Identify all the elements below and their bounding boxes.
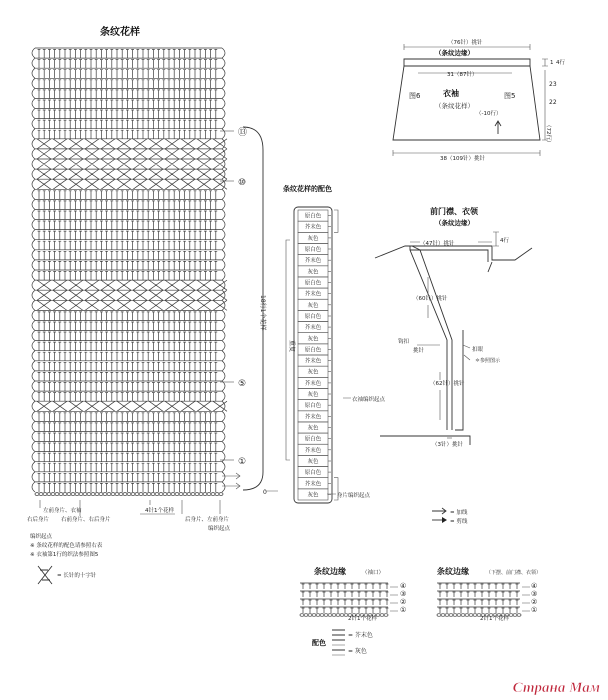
edge-right-row-3: ③ — [531, 590, 538, 598]
color-cell-label: 原白色 — [304, 247, 322, 253]
edge-right-subtitle: （下摆、前门襟、衣领） — [486, 570, 542, 576]
color-cell-label: 芥末色 — [304, 447, 322, 454]
stripe-pattern-title: 条纹花样 — [100, 27, 140, 38]
buttonhole-label: 扣眼 — [472, 347, 484, 353]
label-back-left: 后身片、左前身片 — [185, 517, 230, 523]
buttonhole-note: ＊参照图示 — [475, 358, 501, 364]
sleeve-top-band: （条纹边缘） — [435, 49, 474, 57]
repeat-label: 18行1个花样 — [259, 295, 266, 331]
color-key-title: 配色 — [312, 639, 326, 647]
color-cell-label: 芥末色 — [304, 325, 322, 332]
note-sleeve: ※ 衣袖第1行的织法参照图5 — [30, 552, 99, 558]
label-back: 右后身片 — [27, 517, 50, 523]
svg-text:①: ① — [238, 457, 247, 467]
color-cell-label: 芥末色 — [304, 380, 322, 387]
edge-row-arrows — [390, 587, 398, 611]
sleeve-inc-label: （-10行） — [476, 111, 502, 117]
watermark: Страна Мам — [512, 680, 600, 696]
color-cell-label: 灰色 — [307, 425, 319, 432]
sleeve-start-label: 衣袖编织起点 — [352, 397, 386, 403]
color-cell-label: 原白色 — [304, 470, 322, 477]
edge-left-title: 条纹边缘 — [314, 567, 346, 576]
edge-right-section — [437, 566, 541, 622]
color-cell-label: 芥末色 — [304, 224, 322, 231]
stitch-chart — [32, 48, 227, 495]
color-key-gray: = 灰色 — [348, 648, 367, 655]
edge-left-subtitle: （袖口） — [362, 570, 385, 576]
placket-button-label: 钩扣 — [398, 339, 410, 345]
label-right-front: 右前身片、右后身片 — [61, 517, 111, 523]
chart-stitches — [32, 48, 227, 492]
svg-text:⑩: ⑩ — [238, 178, 247, 188]
color-cell-label: 原白色 — [304, 403, 322, 410]
edge-row-arrows — [522, 587, 530, 611]
color-cell-label: 灰色 — [307, 336, 319, 343]
placket-right-dim: 4行 — [500, 238, 509, 244]
zero-label: 0 — [263, 489, 267, 496]
sleeve-section — [393, 38, 565, 162]
sleeve-left-figure: 图6 — [409, 92, 421, 100]
edge-left-row-3: ③ — [400, 590, 407, 598]
placket-title: 前门襟、衣领 — [430, 207, 478, 216]
stripe-pattern-section — [27, 25, 267, 584]
body-start-label: 身片编织起点 — [337, 493, 371, 499]
legend-cross-text: = 长针的十字针 — [57, 573, 97, 579]
color-cell-label: 灰色 — [307, 392, 319, 398]
sleeve-dim-22: 22 — [549, 99, 557, 106]
placket-left-pick: （60针）挑针 — [413, 296, 448, 302]
color-key-section — [312, 630, 373, 655]
neckline-outline — [375, 246, 532, 260]
placket-lower-pick: （62针）挑针 — [430, 381, 465, 387]
bottom-labels — [27, 500, 231, 532]
color-table — [286, 207, 338, 503]
note-color: ※ 条纹花样的配色请参照右表 — [30, 543, 103, 549]
color-cell-label: 原白色 — [304, 314, 322, 320]
color-cell-label: 芥末色 — [304, 414, 322, 421]
color-cell-label: 灰色 — [307, 492, 319, 499]
edge-stitches — [300, 583, 389, 613]
edge-left-section — [300, 566, 406, 622]
sleeve-dim-72rows: （72行） — [545, 122, 551, 146]
color-key-mustard: = 芥末色 — [348, 632, 373, 639]
color-cell-label: 原白色 — [304, 213, 322, 220]
color-cell-label: 灰色 — [307, 235, 319, 242]
edge-right-row-2: ② — [531, 598, 538, 606]
row-marker-5 — [220, 379, 246, 389]
edge-left-chart — [300, 583, 398, 616]
edge-right-row-1: ① — [531, 606, 538, 614]
color-cell-label: 原白色 — [304, 280, 322, 287]
edge-right-chart — [437, 583, 530, 616]
color-cell-label: 原白色 — [304, 347, 322, 354]
sleeve-dim-top: 1 — [550, 60, 554, 66]
sleeve-inner-width: 31（87针） — [447, 72, 478, 78]
label-chain-start: 编织起点 — [208, 526, 231, 532]
color-cell-label: 灰色 — [307, 459, 319, 465]
color-cell-label: 芥末色 — [304, 291, 322, 298]
yarn-legend — [432, 508, 468, 525]
row-marker-1 — [220, 457, 246, 467]
edge-right-row-4: ④ — [531, 582, 538, 590]
sleeve-title: 衣袖 — [443, 89, 459, 98]
foundation-chain — [35, 493, 223, 496]
double-cross-symbol-icon — [38, 566, 52, 584]
row-bracket — [334, 210, 338, 232]
color-cell-label: 芥末色 — [304, 481, 322, 488]
color-cell-label: 灰色 — [307, 369, 319, 376]
placket-button-pick: 挑针 — [413, 348, 425, 354]
edge-left-row-4: ④ — [400, 582, 407, 590]
sleeve-dim-4rows: 4行 — [556, 60, 565, 66]
mustard-swatch-icon — [332, 630, 345, 650]
sleeve-subtitle: （条纹花样） — [435, 102, 474, 110]
cut-yarn-label: = 剪线 — [450, 519, 468, 525]
color-cell-label: 灰色 — [307, 269, 319, 276]
edge-right-repeat: 2针1个花样 — [480, 616, 509, 622]
placket-band — [410, 246, 452, 430]
add-yarn-icon — [432, 508, 446, 514]
edge-left-row-1: ① — [400, 606, 407, 614]
color-table-title: 条纹花样的配色 — [283, 185, 332, 193]
color-table-section — [263, 184, 386, 503]
svg-text:⑬: ⑬ — [238, 128, 248, 138]
edge-right-title: 条纹边缘 — [437, 567, 469, 576]
label-repeat-4: 4针1个花样 — [145, 508, 174, 514]
front-placket-section — [375, 206, 532, 448]
color-cell-label: 芥末色 — [304, 258, 322, 265]
svg-text:⑤: ⑤ — [238, 379, 247, 389]
edge-left-repeat: 2针1个花样 — [348, 616, 377, 622]
sleeve-dim-23: 23 — [549, 81, 557, 88]
sleeve-bottom-width: 38（109针）挑针 — [440, 156, 485, 162]
label-chain-start-left: 编织起点 — [30, 534, 53, 540]
color-cell-label: 原白色 — [304, 436, 322, 443]
sleeve-top-width: （76针）挑针 — [448, 40, 483, 46]
placket-top-pick: （47针）挑针 — [420, 241, 455, 247]
row-marker-10 — [220, 178, 246, 188]
edge-left-row-2: ② — [400, 598, 407, 606]
edge-stitches — [437, 583, 520, 613]
placket-subtitle: （条纹边缘） — [435, 219, 474, 227]
color-cell-label: 芥末色 — [304, 358, 322, 365]
sleeve-right-figure: 图5 — [504, 92, 516, 100]
label-left-front-sleeve: 左前身片、衣袖 — [43, 508, 82, 514]
repeat-side-label: 重复 — [288, 340, 295, 353]
add-yarn-label: = 加线 — [450, 510, 468, 516]
placket-bottom-pick: （3针）挑针 — [432, 442, 463, 448]
color-cell-label: 灰色 — [307, 302, 319, 309]
